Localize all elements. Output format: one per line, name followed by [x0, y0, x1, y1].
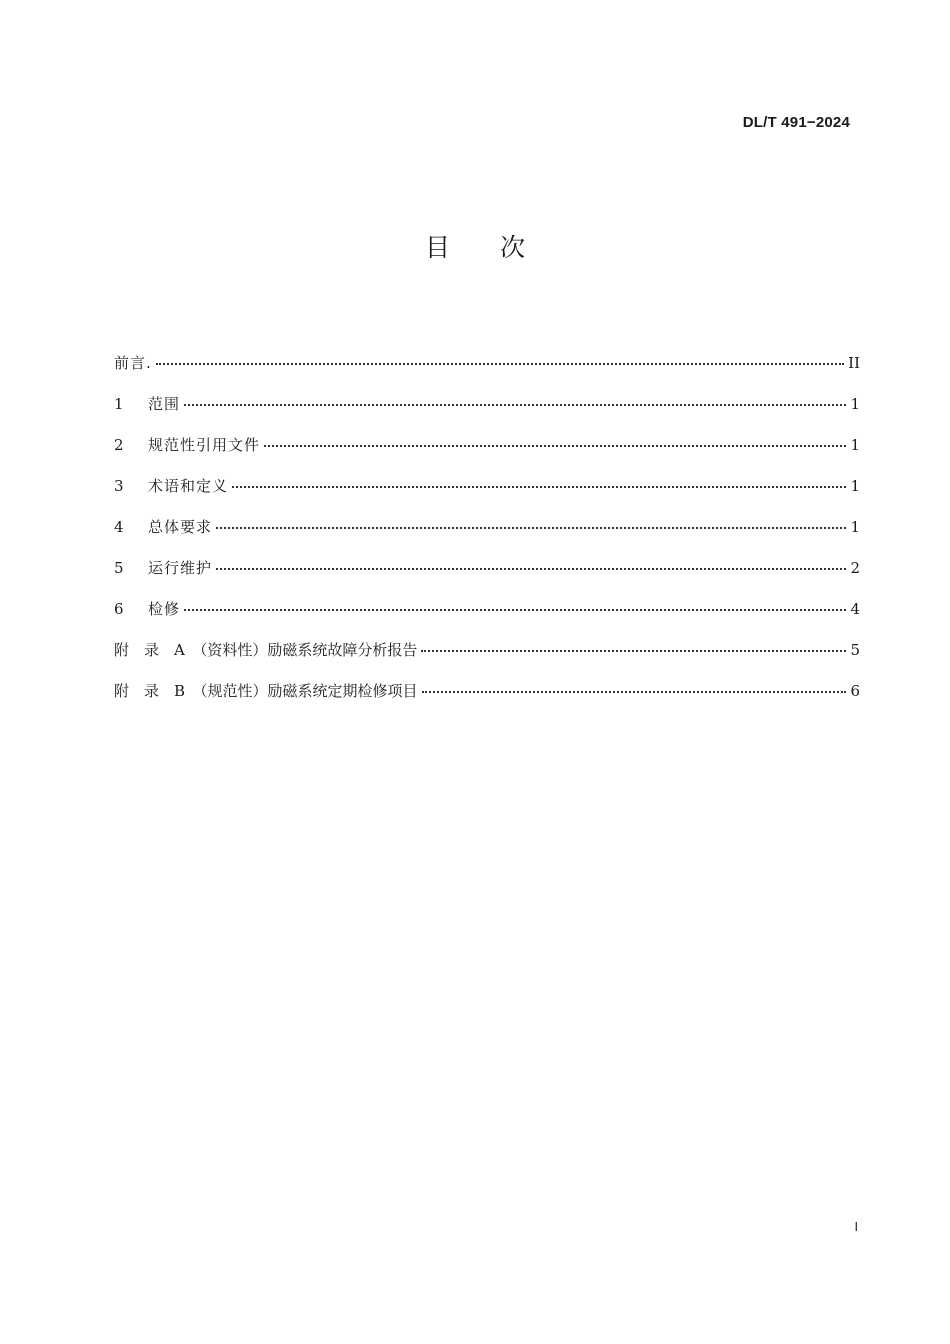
toc-entry-overhaul[interactable]	[114, 595, 860, 636]
toc-leader-dots	[232, 486, 846, 488]
toc-entry-page: II	[848, 354, 860, 372]
toc-entry-number: 3	[114, 477, 124, 495]
toc-entry-scope[interactable]	[114, 390, 860, 431]
toc-entry-number: 2	[114, 436, 124, 454]
toc-entry-number: 1	[114, 395, 124, 413]
toc-entry-number: 6	[114, 600, 124, 618]
toc-entry-number: 5	[114, 559, 124, 577]
toc-entry-title: 术语和定义	[148, 477, 229, 495]
toc-entry-appendix-a[interactable]	[114, 636, 860, 677]
toc-leader-dots	[184, 404, 846, 406]
toc-entry-title: 附 录 A （资料性）励磁系统故障分析报告	[114, 641, 418, 659]
toc-leader-dots	[156, 363, 844, 365]
standard-code: DL/T 491−2024	[742, 114, 850, 131]
toc-entry-normative-references[interactable]	[114, 431, 860, 472]
toc-entry-page: 5	[850, 641, 860, 659]
page-title: 目次	[424, 233, 575, 262]
toc-entry-page: 1	[850, 436, 860, 454]
toc-leader-dots	[264, 445, 846, 447]
toc-entry-appendix-b[interactable]	[114, 677, 860, 718]
toc-entry-title: 前言.	[114, 354, 152, 372]
toc-entry-page: 1	[850, 518, 860, 536]
toc-entry-page: 1	[850, 477, 860, 495]
toc-leader-dots	[184, 609, 846, 611]
toc-leader-dots	[421, 650, 846, 652]
toc-entry-general-requirements[interactable]	[114, 513, 860, 554]
toc-leader-dots	[216, 527, 846, 529]
toc-entry-number: 4	[114, 518, 124, 536]
toc-entry-page: 2	[850, 559, 860, 577]
toc-entry-terms-definitions[interactable]	[114, 472, 860, 513]
toc-entry-title: 附 录 B （规范性）励磁系统定期检修项目	[114, 682, 418, 700]
toc-entry-title: 检修	[148, 600, 181, 618]
toc-entry-operation-maintenance[interactable]	[114, 554, 860, 595]
page-number: I	[854, 1220, 858, 1234]
toc-leader-dots	[422, 691, 847, 693]
toc-entry-title: 规范性引用文件	[148, 436, 261, 454]
toc-entry-page: 1	[850, 395, 860, 413]
toc-entry-title: 总体要求	[148, 518, 213, 536]
table-of-contents	[114, 349, 860, 718]
toc-entry-page: 4	[850, 600, 860, 618]
toc-entry-title: 运行维护	[148, 559, 213, 577]
toc-entry-page: 6	[850, 682, 860, 700]
toc-entry-title: 范围	[148, 395, 181, 413]
toc-leader-dots	[216, 568, 846, 570]
toc-entry-foreword[interactable]	[114, 349, 860, 390]
